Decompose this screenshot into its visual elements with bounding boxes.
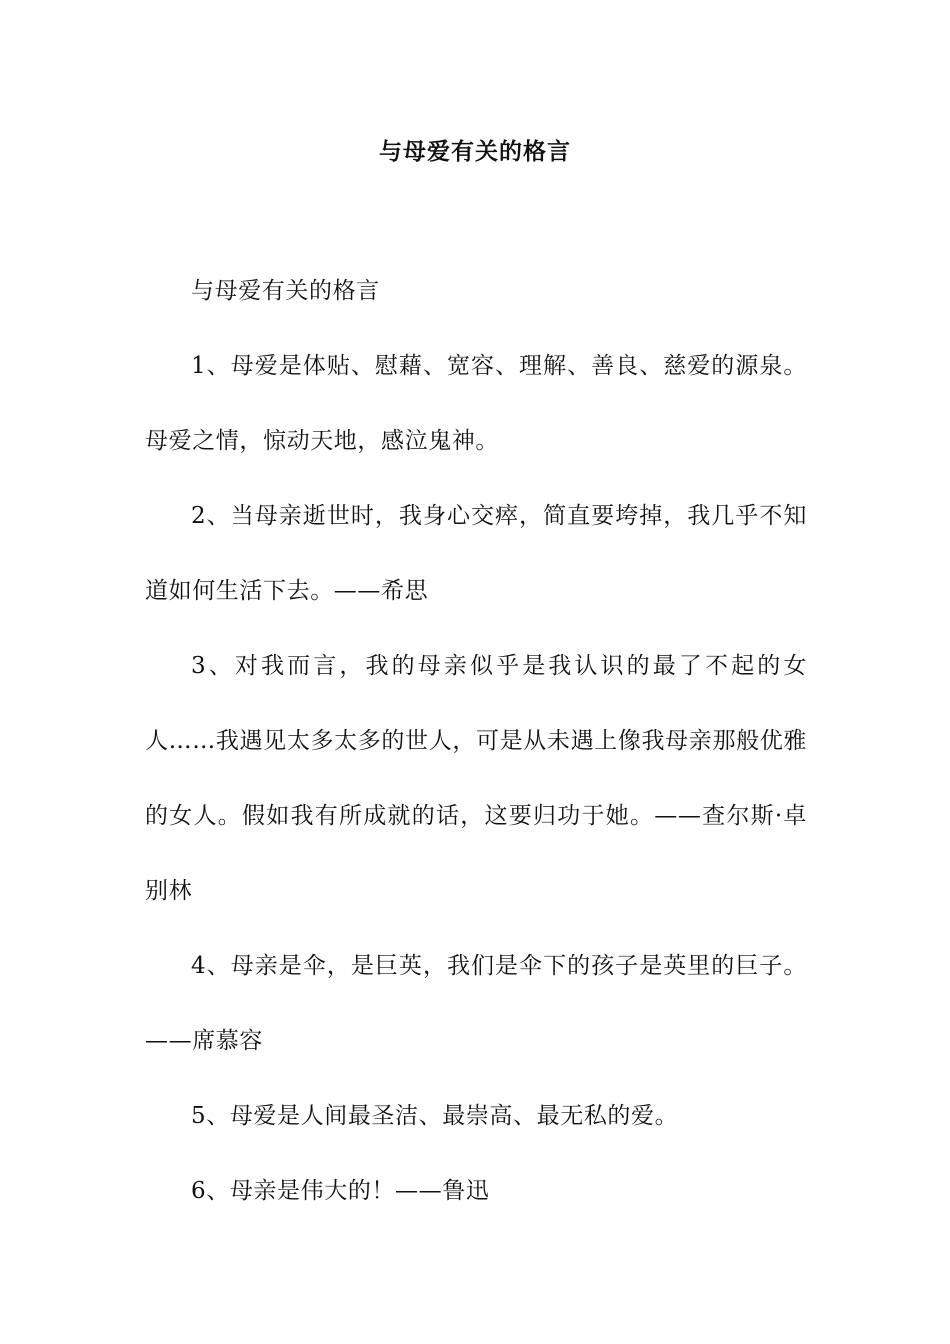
document-title: 与母爱有关的格言 [379,138,571,165]
paragraph-quote-1: 1、母爱是体贴、慰藉、宽容、理解、善良、慈爱的源泉。母爱之情，惊动天地，感泣鬼神。 [145,353,807,454]
paragraph-quote-5: 5、母爱是人间最圣洁、最崇高、最无私的爱。 [191,1103,679,1129]
paragraph-quote-3: 3、对我而言，我的母亲似乎是我认识的最了不起的女人……我遇见太多太多的世人，可是从未遇上像我母亲那般优雅的女人。假如我有所成就的话，这要归功于她。——查尔斯·卓别林 [145,653,807,904]
paragraph-quote-4: 4、母亲是伞，是巨英，我们是伞下的孩子是英里的巨子。——席慕容 [145,953,807,1054]
document-body [145,254,807,1229]
paragraph-quote-6: 6、母亲是伟大的！——鲁迅 [191,1178,490,1204]
paragraph-quote-2: 2、当母亲逝世时，我身心交瘁，简直要垮掉，我几乎不知道如何生活下去。——希思 [145,503,807,604]
paragraph-heading: 与母爱有关的格言 [191,278,380,304]
